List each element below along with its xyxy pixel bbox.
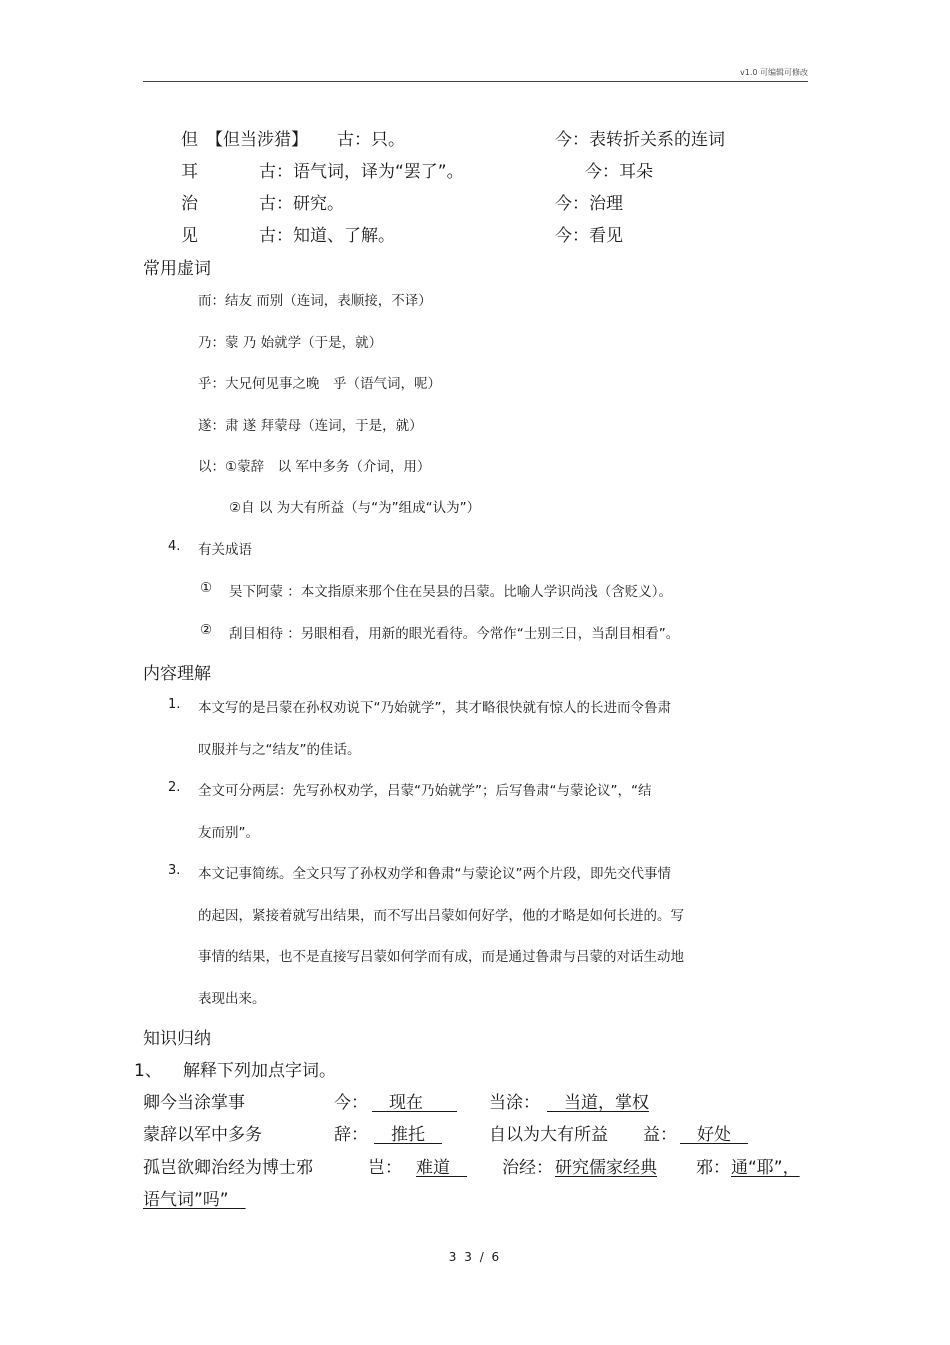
answer-dangtu: 当道，掌权 xyxy=(547,1093,649,1113)
idiom-2: 刮目相待 ：另眼相看，用新的眼光看待。今常作“士别三日，当刮目相看”。 xyxy=(229,626,680,642)
word-jian: 见 xyxy=(181,226,198,246)
content-number-3: 3. xyxy=(168,863,181,878)
answer-ye: 通“耶”， xyxy=(731,1158,800,1178)
word-label-ci: 辞： xyxy=(334,1125,368,1145)
sentence-2b: 自以为大有所益 xyxy=(489,1125,608,1145)
function-word-er: 而：结友 而别（连词，表顺接，不译） xyxy=(198,293,432,309)
sentence-3: 孤岂欲卿治经为博士邪 xyxy=(143,1158,313,1178)
word-er: 耳 xyxy=(181,162,198,182)
answer-jin: 现在 xyxy=(372,1093,457,1113)
sentence-2: 蒙辞以军中多务 xyxy=(143,1125,262,1145)
word-label-yi: 益： xyxy=(643,1125,677,1145)
word-zhi: 治 xyxy=(181,194,198,214)
page-number: 3 3 / 6 xyxy=(448,1250,502,1264)
ancient-zhi: 古：研究。 xyxy=(259,194,344,214)
content-3-line-3: 事情的结果，也不是直接写吕蒙如何学而有成，而是通过鲁肃与吕蒙的对话生动地 xyxy=(198,949,684,965)
section-heading-knowledge: 知识归纳 xyxy=(143,1029,211,1049)
answer-yi: 好处 xyxy=(680,1125,748,1145)
section-heading-function-words: 常用虚词 xyxy=(143,259,211,279)
content-1-line-2: 叹服并与之“结友”的佳话。 xyxy=(198,742,361,758)
function-word-yi-2: ②自 以 为大有所益（与“为”组成“认为”） xyxy=(229,500,481,516)
answer-ci: 推托 xyxy=(374,1125,442,1145)
word-dan: 但 xyxy=(181,130,198,150)
modern-dan: 今：表转折关系的连词 xyxy=(555,130,725,150)
word-label-qi: 岂： xyxy=(368,1158,402,1178)
word-label-ye: 邪： xyxy=(696,1158,730,1178)
word-label-zhijing: 治经： xyxy=(502,1158,553,1178)
section-heading-content: 内容理解 xyxy=(143,664,211,684)
content-2-line-2: 友而别”。 xyxy=(198,825,259,841)
modern-zhi: 今：治理 xyxy=(555,194,623,214)
content-3-line-4: 表现出来。 xyxy=(198,991,266,1007)
sentence-1: 卿今当涂掌事 xyxy=(143,1093,245,1113)
content-number-2: 2. xyxy=(168,780,181,795)
header-rule xyxy=(143,81,808,82)
content-3-line-2: 的起因，紧接着就写出结果，而不写出吕蒙如何好学，他的才略是如何长进的。写 xyxy=(198,908,684,924)
answer-qi: 难道 xyxy=(416,1158,467,1178)
idioms-heading: 有关成语 xyxy=(198,542,252,558)
answer-ye-continued: 语气词”吗” xyxy=(143,1190,246,1210)
idiom-1: 吴下阿蒙 ：本文指原来那个住在吴县的吕蒙。比喻人学识尚浅（含贬义）。 xyxy=(229,584,673,600)
modern-er: 今：耳朵 xyxy=(585,162,653,182)
idioms-number: 4. xyxy=(168,539,181,554)
question-text: 解释下列加点字词。 xyxy=(183,1061,336,1081)
content-2-line-1: 全文可分两层：先写孙权劝学，吕蒙“乃始就学”；后写鲁肃“与蒙论议”，“结 xyxy=(198,783,652,799)
version-note: v1.0 可编辑可修改 xyxy=(740,68,808,77)
content-number-1: 1. xyxy=(168,697,181,712)
content-3-line-1: 本文记事简练。全文只写了孙权劝学和鲁肃“与蒙论议”两个片段，即先交代事情 xyxy=(198,866,671,882)
ancient-er: 古：语气词，译为“罢了”。 xyxy=(259,162,464,182)
function-word-hu: 乎：大兄何见事之晚 乎（语气词，呢） xyxy=(198,376,441,392)
function-word-yi-1: 以：①蒙辞 以 军中多务（介词，用） xyxy=(198,459,431,475)
function-word-sui: 遂：肃 遂 拜蒙母（连词，于是，就） xyxy=(198,418,423,434)
answer-zhijing: 研究儒家经典 xyxy=(555,1158,657,1178)
idiom-mark-1: ① xyxy=(200,580,213,596)
ancient-dan: 古：只。 xyxy=(337,130,405,150)
ancient-jian: 古：知道、了解。 xyxy=(259,226,395,246)
content-1-line-1: 本文写的是吕蒙在孙权劝说下“乃始就学”，其才略很快就有惊人的长进而令鲁肃 xyxy=(198,700,671,716)
question-number: 1、 xyxy=(134,1061,162,1081)
modern-jian: 今：看见 xyxy=(555,226,623,246)
word-label-jin: 今： xyxy=(334,1093,368,1113)
idiom-mark-2: ② xyxy=(200,622,213,638)
function-word-nai: 乃：蒙 乃 始就学（于是，就） xyxy=(198,335,383,351)
word-label-dangtu: 当涂： xyxy=(489,1093,540,1113)
phrase-dan: 【但当涉猎】 xyxy=(206,130,308,150)
